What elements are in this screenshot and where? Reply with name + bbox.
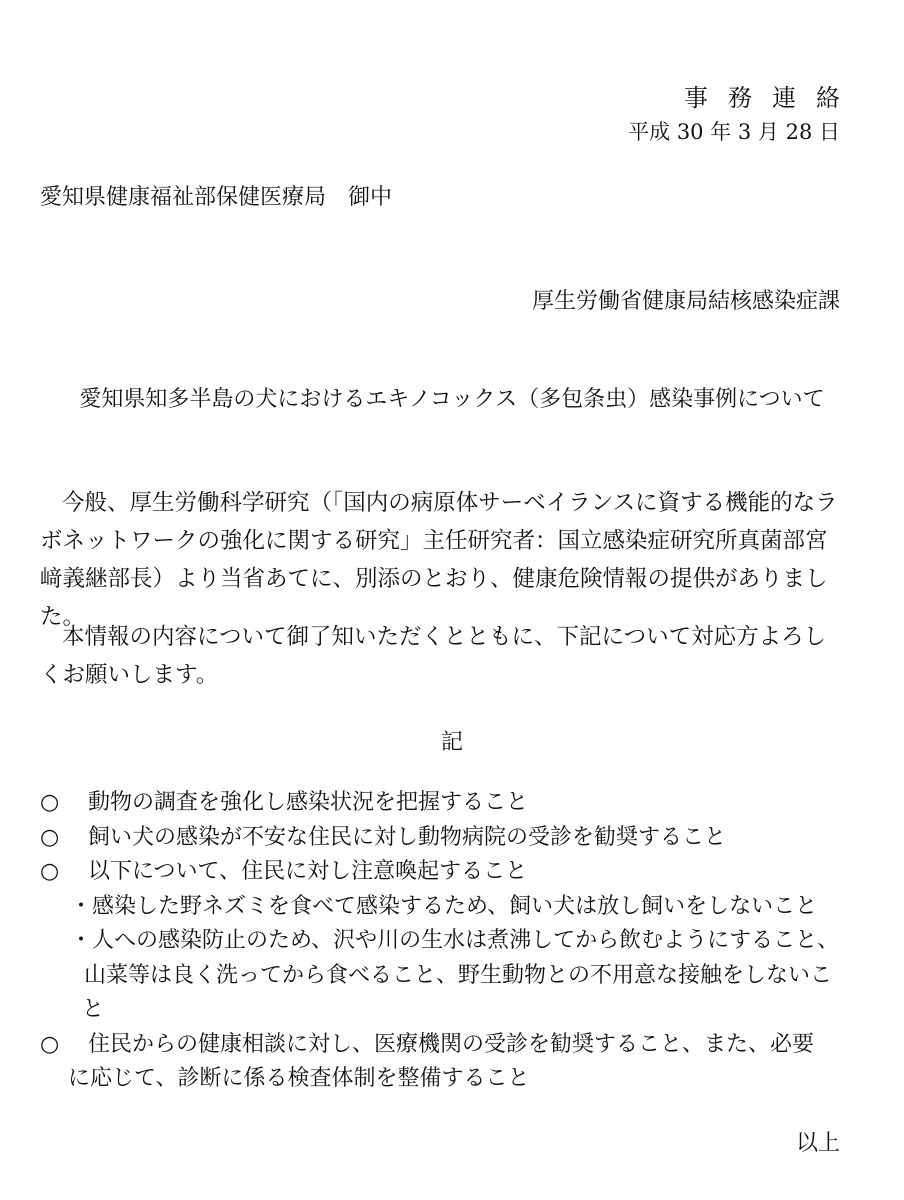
paragraph-line: た。: [40, 604, 86, 630]
sender: 厚生労働省健康局結核感染症課: [531, 289, 840, 314]
list-item-text: 動物の調査を強化し感染状況を把握すること: [88, 790, 529, 815]
document-type-label: 事務連絡: [684, 84, 860, 112]
sub-item-continuation: 山菜等は良く洗ってから食べること、野生動物との不用意な接触をしないこ: [84, 962, 833, 988]
addressee: 愛知県健康福祉部保健医療局 御中: [40, 185, 393, 210]
list-item-text: 飼い犬の感染が不安な住民に対し動物病院の受診を勧奨すること: [88, 824, 727, 850]
paragraph-line: 本情報の内容について御了知いただくとともに、下記について対応方よろし: [62, 624, 827, 650]
subject-title: 愛知県知多半島の犬におけるエキノコックス（多包条虫）感染事例について: [79, 387, 825, 412]
circle-bullet-icon: ○: [40, 790, 60, 815]
list-item: [40, 786, 860, 821]
body-paragraph-1: [40, 484, 860, 636]
list-item-continuation: に応じて、診断に係る検査体制を整備すること: [68, 1066, 530, 1091]
document-date: 平成 30 年 3 月 28 日: [628, 120, 840, 144]
circle-bullet-icon: ○: [40, 1031, 60, 1057]
sub-item: ・人への感染防止のため、沢や川の生水は煮沸してから飲むようにすること、: [70, 928, 840, 953]
list-item-text: 以下について、住民に対し注意喚起すること: [88, 859, 528, 884]
closing-mark: 以上: [795, 1131, 840, 1156]
list-item: [40, 821, 860, 856]
sub-item-continuation: と: [82, 997, 105, 1022]
list-item: [40, 855, 860, 890]
paragraph-line: 﨑義継部長）より当省あてに、別添のとおり、健康危険情報の提供がありまし: [40, 566, 828, 592]
item-list: [40, 786, 860, 1097]
paragraph-line: ボネットワークの強化に関する研究」主任研究者：国立感染症研究所真菌部宮: [40, 528, 828, 554]
body-paragraph-2: [40, 618, 860, 694]
circle-bullet-icon: ○: [40, 859, 60, 884]
sub-item: ・感染した野ネズミを食べて感染するため、飼い犬は放し飼いをしないこと: [70, 893, 818, 919]
list-item: [40, 1028, 860, 1063]
circle-bullet-icon: ○: [40, 824, 60, 850]
paragraph-line: 今般、厚生労働科学研究（「国内の病原体サーベイランスに資する機能的なラ: [62, 490, 838, 516]
list-item-text: 住民からの健康相談に対し、医療機関の受診を勧奨すること、また、必要: [88, 1031, 815, 1057]
paragraph-line: くお願いします。: [40, 662, 219, 688]
ki-heading: 記: [440, 730, 463, 755]
